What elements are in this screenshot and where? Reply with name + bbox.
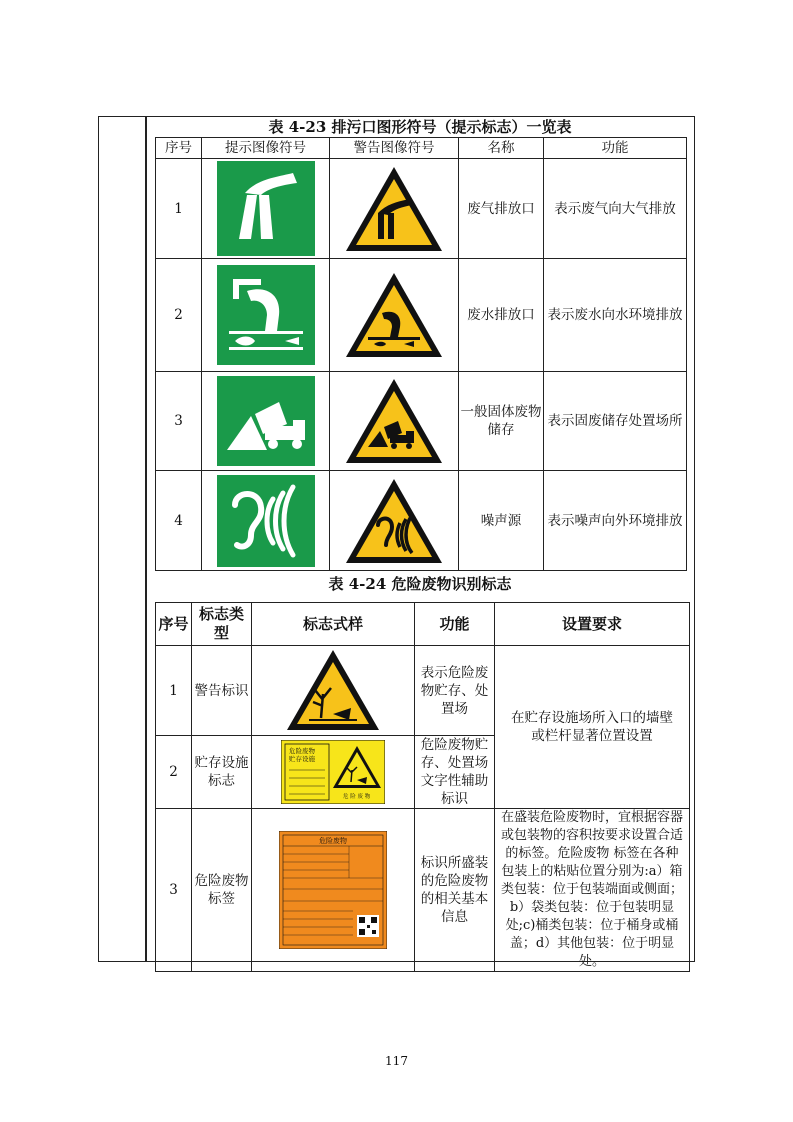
row-function: 表示噪声向外环境排放	[544, 471, 687, 571]
table2-header-function: 功能	[415, 603, 495, 646]
chimney-exhaust-warning-icon	[342, 163, 446, 255]
row-number: 1	[156, 159, 202, 259]
row-name: 废气排放口	[459, 159, 544, 259]
noise-ear-warning-icon	[342, 475, 446, 567]
row-type: 警告标识	[192, 646, 252, 736]
table1-header-no: 序号	[156, 138, 202, 159]
row-number: 3	[156, 372, 202, 471]
dump-truck-warning-icon	[342, 375, 446, 467]
row-name: 一般固体废物储存	[459, 372, 544, 471]
table1-header-row	[156, 138, 687, 159]
label-title: 危险废物	[319, 837, 347, 845]
table-row	[156, 646, 690, 736]
row-requirement: 在盛装危险废物时，宜根据容器或包装物的容积按要求设置合适的标签。危险废物 标签在各种包装上的粘贴位置分别为:a）箱类包装：位于包装端面或侧面；b）袋类包装：位于包装明显处;c)桶类包装：位于桶身或桶盖；d）其他包装：位于明显处。	[495, 809, 690, 972]
dump-truck-icon	[217, 376, 315, 466]
storage-sign-caption: 危 险 废 物	[343, 794, 371, 800]
row-number: 2	[156, 259, 202, 372]
table1-discharge-symbols	[155, 137, 687, 571]
table2-header-type: 标志类型	[192, 603, 252, 646]
row-name: 噪声源	[459, 471, 544, 571]
row-function: 表示固废储存处置场所	[544, 372, 687, 471]
row-function: 表示危险废物贮存、处置场	[415, 646, 495, 736]
table1-header-warning: 警告图像符号	[330, 138, 459, 159]
row-number: 2	[156, 736, 192, 809]
table1-header-prompt: 提示图像符号	[202, 138, 330, 159]
row-function: 标识所盛装的危险废物的相关基本信息	[415, 809, 495, 972]
table-row	[156, 159, 687, 259]
row-name: 废水排放口	[459, 259, 544, 372]
frame-divider	[145, 116, 147, 962]
table2-header-sample: 标志式样	[252, 603, 415, 646]
wastewater-outlet-icon	[217, 265, 315, 365]
table-row	[156, 809, 690, 972]
table-row	[156, 471, 687, 571]
row-number: 1	[156, 646, 192, 736]
noise-ear-icon	[217, 475, 315, 567]
table1-title: 表 4-23 排污口图形符号（提示标志）一览表	[268, 118, 572, 136]
table-row	[156, 259, 687, 372]
storage-sign-subtitle: 贮存设施	[289, 755, 315, 763]
row-type: 贮存设施标志	[192, 736, 252, 809]
row-function: 表示废水向水环境排放	[544, 259, 687, 372]
hazard-warning-icon	[285, 648, 381, 734]
row-function: 危险废物贮存、处置场文字性辅助标识	[415, 736, 495, 809]
table2-title: 表 4-24 危险废物识别标志	[328, 575, 512, 593]
row-function: 表示废气向大气排放	[544, 159, 687, 259]
hazardous-waste-label-icon	[279, 831, 387, 949]
storage-facility-sign-icon	[281, 740, 385, 804]
row-number: 3	[156, 809, 192, 972]
storage-sign-title: 危险废物	[289, 747, 315, 755]
table2-hazardous-waste-signs	[155, 602, 690, 972]
table2-header-row	[156, 603, 690, 646]
row-number: 4	[156, 471, 202, 571]
table1-header-function: 功能	[544, 138, 687, 159]
shared-requirement: 在贮存设施场所入口的墙壁或栏杆显著位置设置	[495, 646, 690, 809]
table1-header-name: 名称	[459, 138, 544, 159]
chimney-exhaust-icon	[217, 161, 315, 256]
page-number: 117	[385, 1054, 408, 1068]
wastewater-outlet-warning-icon	[342, 269, 446, 361]
row-type: 危险废物标签	[192, 809, 252, 972]
table-row	[156, 372, 687, 471]
table2-header-requirement: 设置要求	[495, 603, 690, 646]
table2-header-no: 序号	[156, 603, 192, 646]
